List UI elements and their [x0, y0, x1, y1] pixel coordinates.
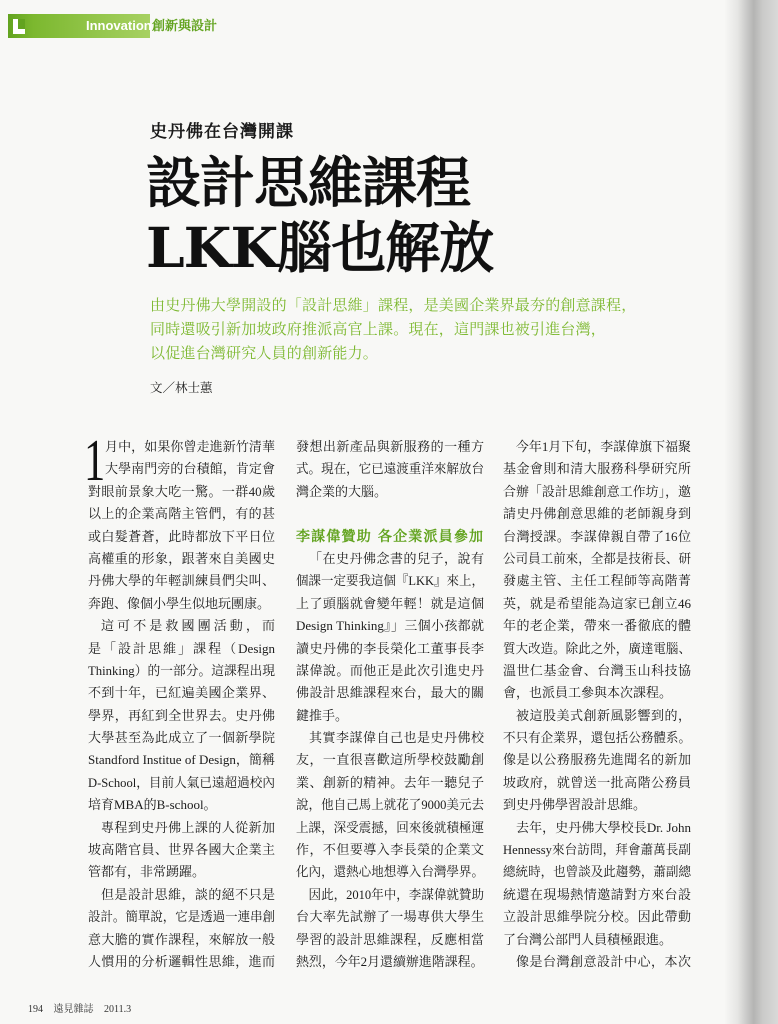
- body-line: 上課，深受震撼，回來後就積極運: [296, 819, 485, 835]
- body-line: 作，不但要導入李長榮的企業文: [296, 842, 484, 858]
- body-line: 個課一定要我這個『LKK』來上，: [296, 573, 485, 589]
- body-line: 對眼前景象大吃一驚。一群40歲: [88, 483, 275, 499]
- article-column-3: [503, 436, 691, 973]
- body-line: 到史丹佛學習設計思維。: [503, 797, 647, 813]
- body-line: 質大改造。除此之外，廣達電腦、: [503, 640, 692, 656]
- body-line: 去年，史丹佛大學校長Dr. John: [516, 819, 691, 835]
- body-line: 管都有，非常踴躍。: [88, 864, 206, 880]
- section-name-en: Innovation: [86, 18, 152, 33]
- body-line: 英，就是希望能為這家已創立46: [503, 595, 691, 611]
- body-line: 今年1月下旬，李謀偉旗下福聚: [515, 439, 691, 454]
- body-line: 讀史丹佛的李長榮化工董事長李: [296, 640, 484, 656]
- body-line: 其實李謀偉自己也是史丹佛校: [309, 730, 484, 746]
- body-line: 溫世仁基金會、台灣玉山科技協: [503, 662, 691, 678]
- body-line: 高權重的形象，跟著來自美國史: [88, 550, 275, 566]
- body-line: 意大膽的實作課程，來解放一般: [88, 931, 275, 947]
- page-number: 194: [28, 1004, 43, 1015]
- body-line: 丹佛大學的年輕訓練員們尖叫、: [88, 573, 275, 589]
- body-line: 大學甚至為此成立了一個新學院: [88, 730, 275, 746]
- byline: 文／林士蕙: [150, 380, 213, 395]
- lead-line: 以促進台灣研究人員的創新能力。: [150, 344, 379, 362]
- magazine-name: 遠見雜誌: [53, 1004, 94, 1015]
- body-line: 請史丹佛創意思維的老師親身到: [503, 506, 691, 522]
- issue-date: 2011.3: [104, 1004, 132, 1015]
- page-gutter-shadow: [724, 0, 778, 1024]
- body-line: 因此，2010年中，李謀偉就贊助: [308, 886, 485, 902]
- body-line: 坡政府，就曾送一批高階公務員: [503, 774, 691, 790]
- body-line: 熱烈，今年2月還續辦進階課程。: [296, 953, 484, 969]
- body-line: 發想出新產品與新服務的一種方: [296, 439, 484, 454]
- article-kicker: 史丹佛在台灣開課: [150, 122, 294, 142]
- body-line: 了台灣公部門人員積極跟進。: [503, 931, 673, 947]
- body-line: 被這股美式創新風影響到的，: [516, 707, 691, 723]
- body-line: 上了頭腦就會變年輕！就是這個: [296, 595, 484, 611]
- body-line: 奔跑、像個小學生似地玩團康。: [88, 595, 271, 611]
- body-line: 鍵推手。: [296, 707, 349, 723]
- body-line: 台灣授課。李謀偉親自帶了16位: [503, 528, 691, 544]
- body-line: 是「設計思維」課程（Design: [88, 640, 275, 656]
- body-line: 這可不是救國團活動，而: [101, 618, 275, 634]
- body-line: 培育MBA的B-school。: [88, 797, 217, 813]
- body-line: 發處主管、主任工程師等高階菁: [503, 573, 691, 589]
- body-line: 統還在現場熱情邀請對方來台設: [503, 886, 691, 902]
- article-column-1: [84, 427, 276, 973]
- lead-line: 同時還吸引新加坡政府推派高官上課。現在，這門課也被引進台灣，: [150, 320, 607, 338]
- body-line: 不只有企業界，還包括公務體系。: [503, 730, 692, 746]
- body-line: 設計。簡單說，它是透過一連串創: [88, 909, 276, 925]
- body-line: Thinking）的一部分。這課程出現: [88, 662, 276, 678]
- body-line: 化內，還熱心地想導入台灣學界。: [296, 864, 485, 880]
- body-line: 佛設計思維課程來台，最大的關: [296, 685, 484, 701]
- section-tab: [8, 14, 150, 38]
- body-line: Design Thinking』」三個小孩都就: [296, 618, 484, 634]
- body-line: 大學南門旁的台積館，肯定會: [105, 461, 275, 477]
- body-line: D-School，目前人氣已遠超過校內: [88, 774, 275, 790]
- body-line: 台大率先試辦了一場專供大學生: [296, 909, 484, 925]
- body-line: 業、創新的精神。去年一聽兒子: [296, 774, 484, 790]
- body-line: 像是台灣創意設計中心，本次: [516, 953, 691, 969]
- body-line: 總統時，也曾談及此趨勢，蕭副總: [503, 864, 692, 880]
- body-line: 學習的設計思維課程，反應相當: [296, 931, 484, 947]
- body-line: 以上的企業高階主管們，有的甚: [88, 506, 275, 522]
- body-line: 人慣用的分析邏輯性思維，進而: [88, 953, 275, 969]
- body-line: 「在史丹佛念書的兒子，說有: [309, 550, 484, 566]
- body-line: 友，一直很喜歡這所學校鼓勵創: [296, 752, 484, 768]
- body-line: 坡高階官員、世界各國大企業主: [88, 842, 275, 858]
- article-column-2: [296, 436, 484, 973]
- body-line: 基金會則和清大服務科學研究所: [503, 461, 691, 477]
- article-title-line-1: 設計思維課程: [146, 150, 471, 215]
- body-line: 不到十年，已紅遍美國企業界、: [88, 685, 275, 701]
- body-line: 說，他自己馬上就花了9000美元去: [296, 797, 485, 813]
- article-title-line-2: LKK腦也解放: [146, 215, 494, 280]
- body-line: 公司員工前來，全都是技術長、研: [503, 550, 692, 566]
- body-line: Hennessy來台訪問，拜會蕭萬長副: [503, 842, 692, 858]
- drop-cap: 1: [84, 427, 106, 493]
- section-name-zh: 創新與設計: [152, 19, 218, 34]
- body-line: 年的老企業，帶來一番徹底的體: [503, 618, 691, 634]
- body-line: 會，也派員工參與本次課程。: [503, 685, 673, 701]
- body-line: 式。現在，它已遠渡重洋來解放台: [296, 461, 485, 477]
- lead-line: 由史丹佛大學開設的「設計思維」課程，是美國企業界最夯的創意課程，: [150, 296, 637, 314]
- body-line: 專程到史丹佛上課的人從新加: [101, 819, 275, 835]
- body-line: 學界，再紅到全世界去。史丹佛: [88, 707, 275, 723]
- body-line: 謀偉說。而他正是此次引進史丹: [296, 662, 484, 678]
- body-line: 立設計思維學院分校。因此帶動: [503, 909, 691, 925]
- section-subheading: 李謀偉贊助 各企業派員參加: [296, 528, 484, 545]
- body-line: 灣企業的大腦。: [296, 483, 388, 499]
- body-line: 或白髮蒼蒼，此時都放下平日位: [88, 528, 275, 544]
- paragraph-spacer: [296, 503, 484, 525]
- body-line: 月中，如果你曾走進新竹清華: [105, 439, 275, 454]
- body-line: 合辦「設計思維創意工作坊」，邀: [503, 483, 691, 499]
- body-line: 像是以公務服務先進聞名的新加: [503, 752, 691, 768]
- body-line: Standford Institue of Design，簡稱: [88, 752, 275, 768]
- page-footer: [28, 1003, 139, 1017]
- body-line: 但是設計思維，談的絕不只是: [101, 886, 275, 902]
- section-marker-icon: [13, 19, 25, 34]
